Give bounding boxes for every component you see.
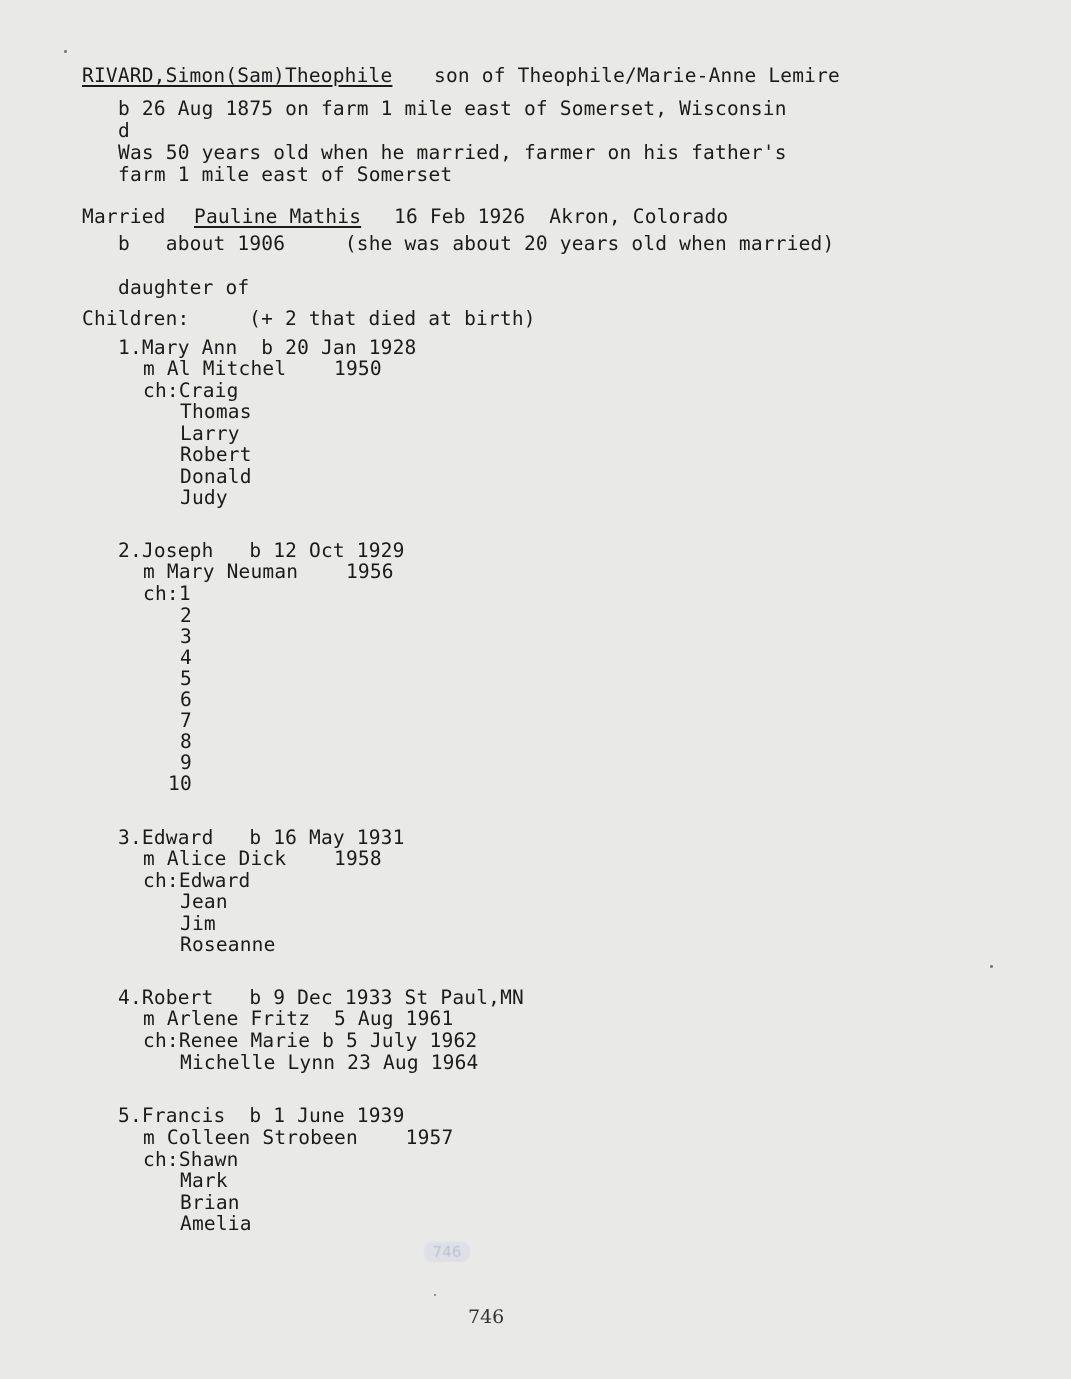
grandchild: 2 xyxy=(180,604,192,627)
child-title: 5.Francis b 1 June 1939 xyxy=(118,1104,405,1127)
subject-death: d xyxy=(118,119,130,142)
grandchild: 7 xyxy=(180,709,192,732)
page-number: 746 xyxy=(468,1306,505,1328)
grandchild: 5 xyxy=(180,667,192,690)
faint-stamp: 746 xyxy=(424,1242,470,1262)
grandchild: Donald xyxy=(180,465,252,488)
grandchild: Mark xyxy=(180,1169,228,1192)
child-spouse: m Arlene Fritz 5 Aug 1961 xyxy=(143,1007,454,1030)
grandchild: Roseanne xyxy=(180,933,276,956)
subject-birth: b 26 Aug 1875 on farm 1 mile east of Somerset, Wisconsin xyxy=(118,97,787,120)
spouse-name: Pauline Mathis xyxy=(194,205,362,228)
child-title: 3.Edward b 16 May 1931 xyxy=(118,826,405,849)
grandchild: 9 xyxy=(180,751,192,774)
married-label: Married xyxy=(82,205,166,228)
grandchild: 8 xyxy=(180,730,192,753)
grandchild: 4 xyxy=(180,646,192,669)
child-title: 1.Mary Ann b 20 Jan 1928 xyxy=(118,336,417,359)
marriage-details: 16 Feb 1926 Akron, Colorado xyxy=(394,205,729,228)
grandchild: Brian xyxy=(180,1191,240,1214)
child-ch-first: ch:Renee Marie b 5 July 1962 xyxy=(143,1029,478,1052)
child-spouse: m Colleen Strobeen 1957 xyxy=(143,1126,454,1149)
subject-note-1: Was 50 years old when he married, farmer on his father's xyxy=(118,141,787,164)
daughter-of: daughter of xyxy=(118,276,250,299)
child-title: 2.Joseph b 12 Oct 1929 xyxy=(118,539,405,562)
child-ch-first: ch:Craig xyxy=(143,379,239,402)
speck xyxy=(64,50,67,53)
grandchild: Robert xyxy=(180,443,252,466)
grandchild: Judy xyxy=(180,486,228,509)
subject-note-2: farm 1 mile east of Somerset xyxy=(118,163,453,186)
grandchild: Amelia xyxy=(180,1212,252,1235)
child-spouse: m Alice Dick 1958 xyxy=(143,847,382,870)
child-title: 4.Robert b 9 Dec 1933 St Paul,MN xyxy=(118,986,524,1009)
child-spouse: m Mary Neuman 1956 xyxy=(143,560,394,583)
grandchild: Thomas xyxy=(180,400,252,423)
header-name: RIVARD,Simon(Sam)Theophile xyxy=(82,64,393,87)
child-ch-first: ch:Shawn xyxy=(143,1148,239,1171)
speck xyxy=(434,1294,436,1296)
grandchild: 6 xyxy=(180,688,192,711)
child-spouse: m Al Mitchel 1950 xyxy=(143,357,382,380)
grandchild: Michelle Lynn 23 Aug 1964 xyxy=(180,1051,479,1074)
spouse-birth: b about 1906 (she was about 20 years old when married) xyxy=(118,232,835,255)
grandchild: Jean xyxy=(180,890,228,913)
grandchild: 3 xyxy=(180,625,192,648)
grandchild: Jim xyxy=(180,912,216,935)
child-ch-first: ch:Edward xyxy=(143,869,251,892)
grandchild: 10 xyxy=(168,772,192,795)
child-ch-first: ch:1 xyxy=(143,582,191,605)
speck xyxy=(990,965,993,968)
children-header: Children: (+ 2 that died at birth) xyxy=(82,307,536,330)
grandchild: Larry xyxy=(180,422,240,445)
header-parents: son of Theophile/Marie-Anne Lemire xyxy=(434,64,840,87)
